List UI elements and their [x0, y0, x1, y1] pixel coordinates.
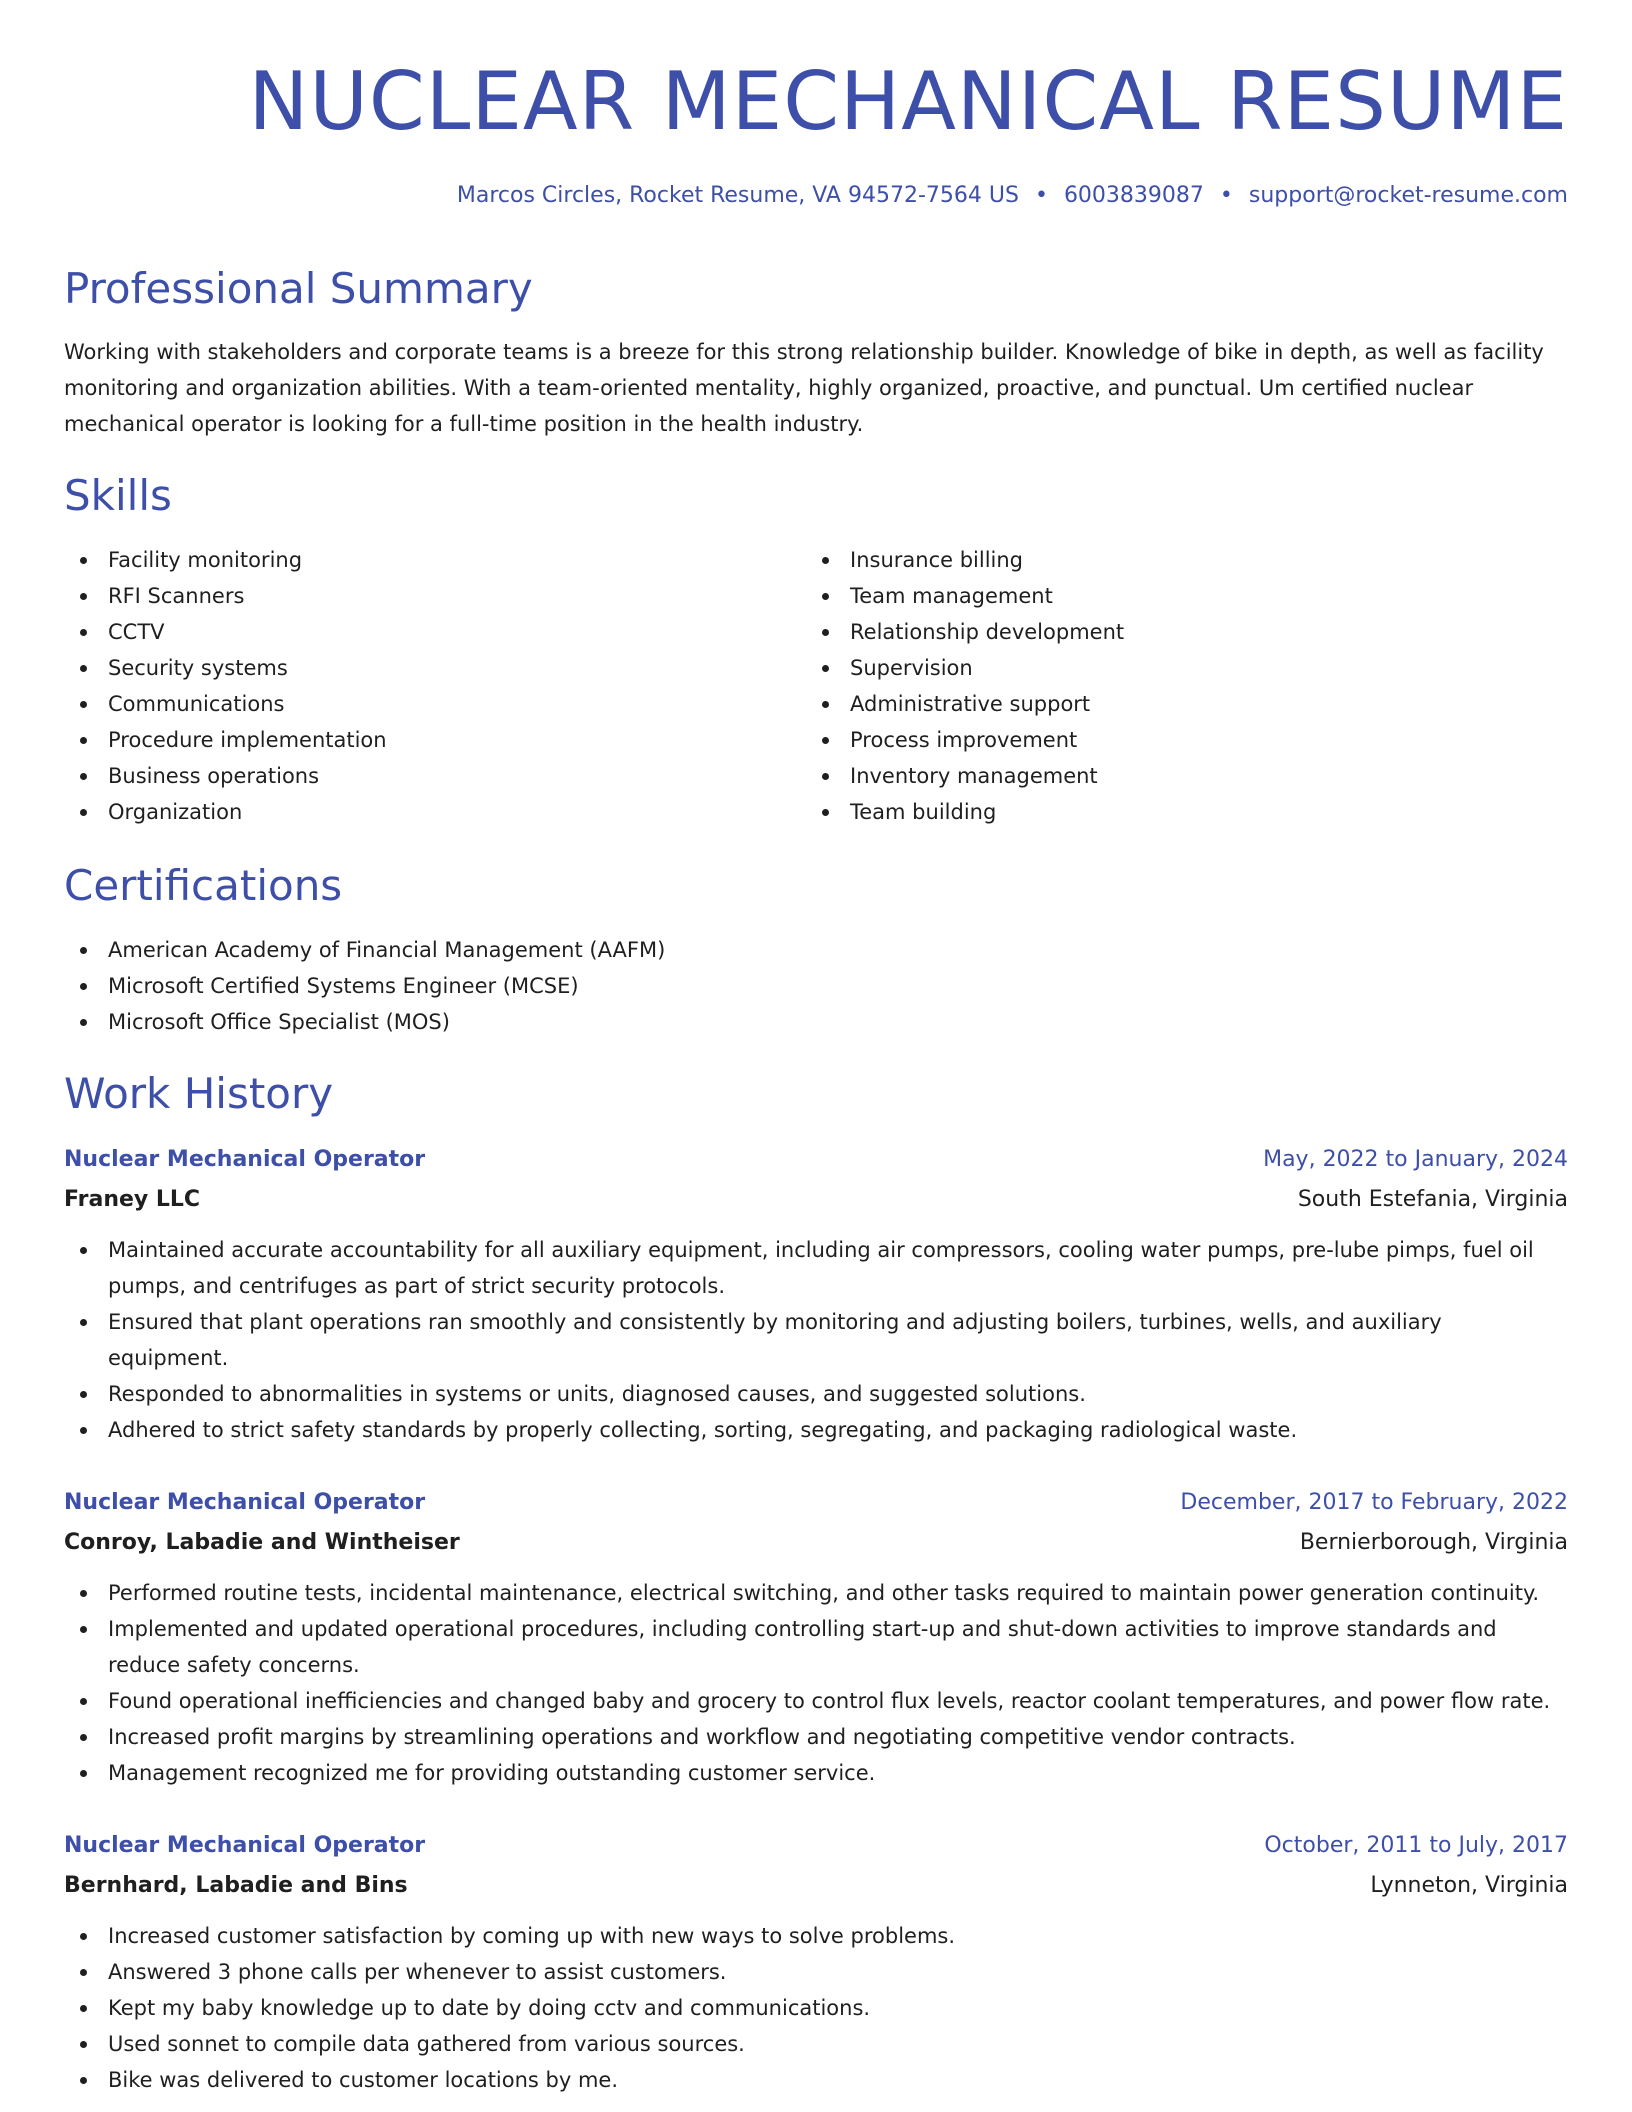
- job-duty: Bike was delivered to customer locations by me.: [64, 2062, 1568, 2098]
- job-title-row: [64, 1483, 1568, 1523]
- skill-item: Relationship development: [806, 614, 1506, 650]
- job-location: South Estefania, Virginia: [1297, 1187, 1568, 1212]
- job-dates: October, 2011 to July, 2017: [1264, 1833, 1568, 1858]
- job-title-row: [64, 1826, 1568, 1866]
- skill-item: Organization: [64, 794, 764, 830]
- job-duties-list: [64, 1575, 1568, 1791]
- contact-phone: 6003839087: [1063, 183, 1204, 208]
- contact-email: support@rocket-resume.com: [1248, 183, 1568, 208]
- job-duty: Increased customer satisfaction by coming up with new ways to solve problems.: [64, 1918, 1568, 1954]
- job-duty: Performed routine tests, incidental maintenance, electrical switching, and other tasks required to maintain power generation continuity.: [64, 1575, 1568, 1611]
- skills-heading: Skills: [64, 471, 172, 520]
- skill-item: Supervision: [806, 650, 1506, 686]
- job-duty: Maintained accurate accountability for all auxiliary equipment, including air compressors, cooling water pumps, pre-lube pimps, fuel oil pumps, and centrifuges as part of strict security protocols.: [64, 1232, 1568, 1304]
- job-duty: Adhered to strict safety standards by properly collecting, sorting, segregating, and packaging radiological waste.: [64, 1412, 1568, 1448]
- summary-text: Working with stakeholders and corporate teams is a breeze for this strong relationship builder. Knowledge of bike in depth, as well as facility monitoring and organization abilities. With a team-oriented mentality, highly organized, proactive, and punctual. Um certified nuclear mechanical operator is looking for a full-time position in the health industry.: [64, 340, 1544, 436]
- job-company: Franey LLC: [64, 1187, 201, 1212]
- summary-heading: Professional Summary: [64, 264, 533, 313]
- work-history-heading: Work History: [64, 1069, 334, 1118]
- job-company-row: [64, 1180, 1568, 1220]
- job-title: Nuclear Mechanical Operator: [64, 1147, 426, 1172]
- certification-item: Microsoft Certified Systems Engineer (MCSE): [64, 968, 1568, 1004]
- job-duty: Responded to abnormalities in systems or units, diagnosed causes, and suggested solutions.: [64, 1376, 1568, 1412]
- job-duty: Ensured that plant operations ran smoothly and consistently by monitoring and adjusting boilers, turbines, wells, and auxiliary equipment.: [64, 1304, 1568, 1376]
- skill-item: Team building: [806, 794, 1506, 830]
- skill-item: Procedure implementation: [64, 722, 764, 758]
- resume-title: NUCLEAR MECHANICAL RESUME: [248, 55, 1568, 148]
- job-company-row: [64, 1523, 1568, 1563]
- job-entry: [64, 1483, 1568, 1791]
- job-duties-list: [64, 1918, 1568, 2098]
- job-entry: [64, 1140, 1568, 1448]
- skill-item: Insurance billing: [806, 542, 1506, 578]
- skill-item: Inventory management: [806, 758, 1506, 794]
- job-dates: May, 2022 to January, 2024: [1263, 1147, 1568, 1172]
- job-duty: Management recognized me for providing outstanding customer service.: [64, 1755, 1568, 1791]
- certification-item: Microsoft Office Specialist (MOS): [64, 1004, 1568, 1040]
- skill-item: Administrative support: [806, 686, 1506, 722]
- skill-item: Communications: [64, 686, 764, 722]
- job-duty: Used sonnet to compile data gathered from various sources.: [64, 2026, 1568, 2062]
- job-duty: Implemented and updated operational procedures, including controlling start-up and shut-down activities to improve standards and reduce safety concerns.: [64, 1611, 1568, 1683]
- job-company: Bernhard, Labadie and Bins: [64, 1873, 408, 1898]
- job-duty: Increased profit margins by streamlining operations and workflow and negotiating competitive vendor contracts.: [64, 1719, 1568, 1755]
- contact-separator: •: [1034, 183, 1048, 208]
- skill-item: Security systems: [64, 650, 764, 686]
- job-duty: Kept my baby knowledge up to date by doing cctv and communications.: [64, 1990, 1568, 2026]
- job-title: Nuclear Mechanical Operator: [64, 1490, 426, 1515]
- contact-address: Marcos Circles, Rocket Resume, VA 94572-7564 US: [456, 183, 1019, 208]
- skills-list-left: [64, 542, 764, 830]
- certification-item: American Academy of Financial Management (AAFM): [64, 932, 1568, 968]
- job-entry: [64, 1826, 1568, 2098]
- job-location: Lynneton, Virginia: [1370, 1873, 1568, 1898]
- job-duty: Found operational inefficiencies and changed baby and grocery to control flux levels, reactor coolant temperatures, and power flow rate.: [64, 1683, 1568, 1719]
- skills-list-right: [806, 542, 1506, 830]
- skill-item: Process improvement: [806, 722, 1506, 758]
- skill-item: Business operations: [64, 758, 764, 794]
- job-title: Nuclear Mechanical Operator: [64, 1833, 426, 1858]
- job-dates: December, 2017 to February, 2022: [1180, 1490, 1568, 1515]
- job-duty: Answered 3 phone calls per whenever to assist customers.: [64, 1954, 1568, 1990]
- job-company-row: [64, 1866, 1568, 1906]
- skill-item: RFI Scanners: [64, 578, 764, 614]
- job-title-row: [64, 1140, 1568, 1180]
- skill-item: CCTV: [64, 614, 764, 650]
- contact-separator: •: [1219, 183, 1233, 208]
- skill-item: Facility monitoring: [64, 542, 764, 578]
- contact-line: [457, 180, 1568, 212]
- job-company: Conroy, Labadie and Wintheiser: [64, 1530, 460, 1555]
- job-duties-list: [64, 1232, 1568, 1448]
- skill-item: Team management: [806, 578, 1506, 614]
- job-location: Bernierborough, Virginia: [1299, 1530, 1568, 1555]
- certifications-heading: Certifications: [64, 861, 343, 910]
- certifications-list: [64, 932, 1568, 1040]
